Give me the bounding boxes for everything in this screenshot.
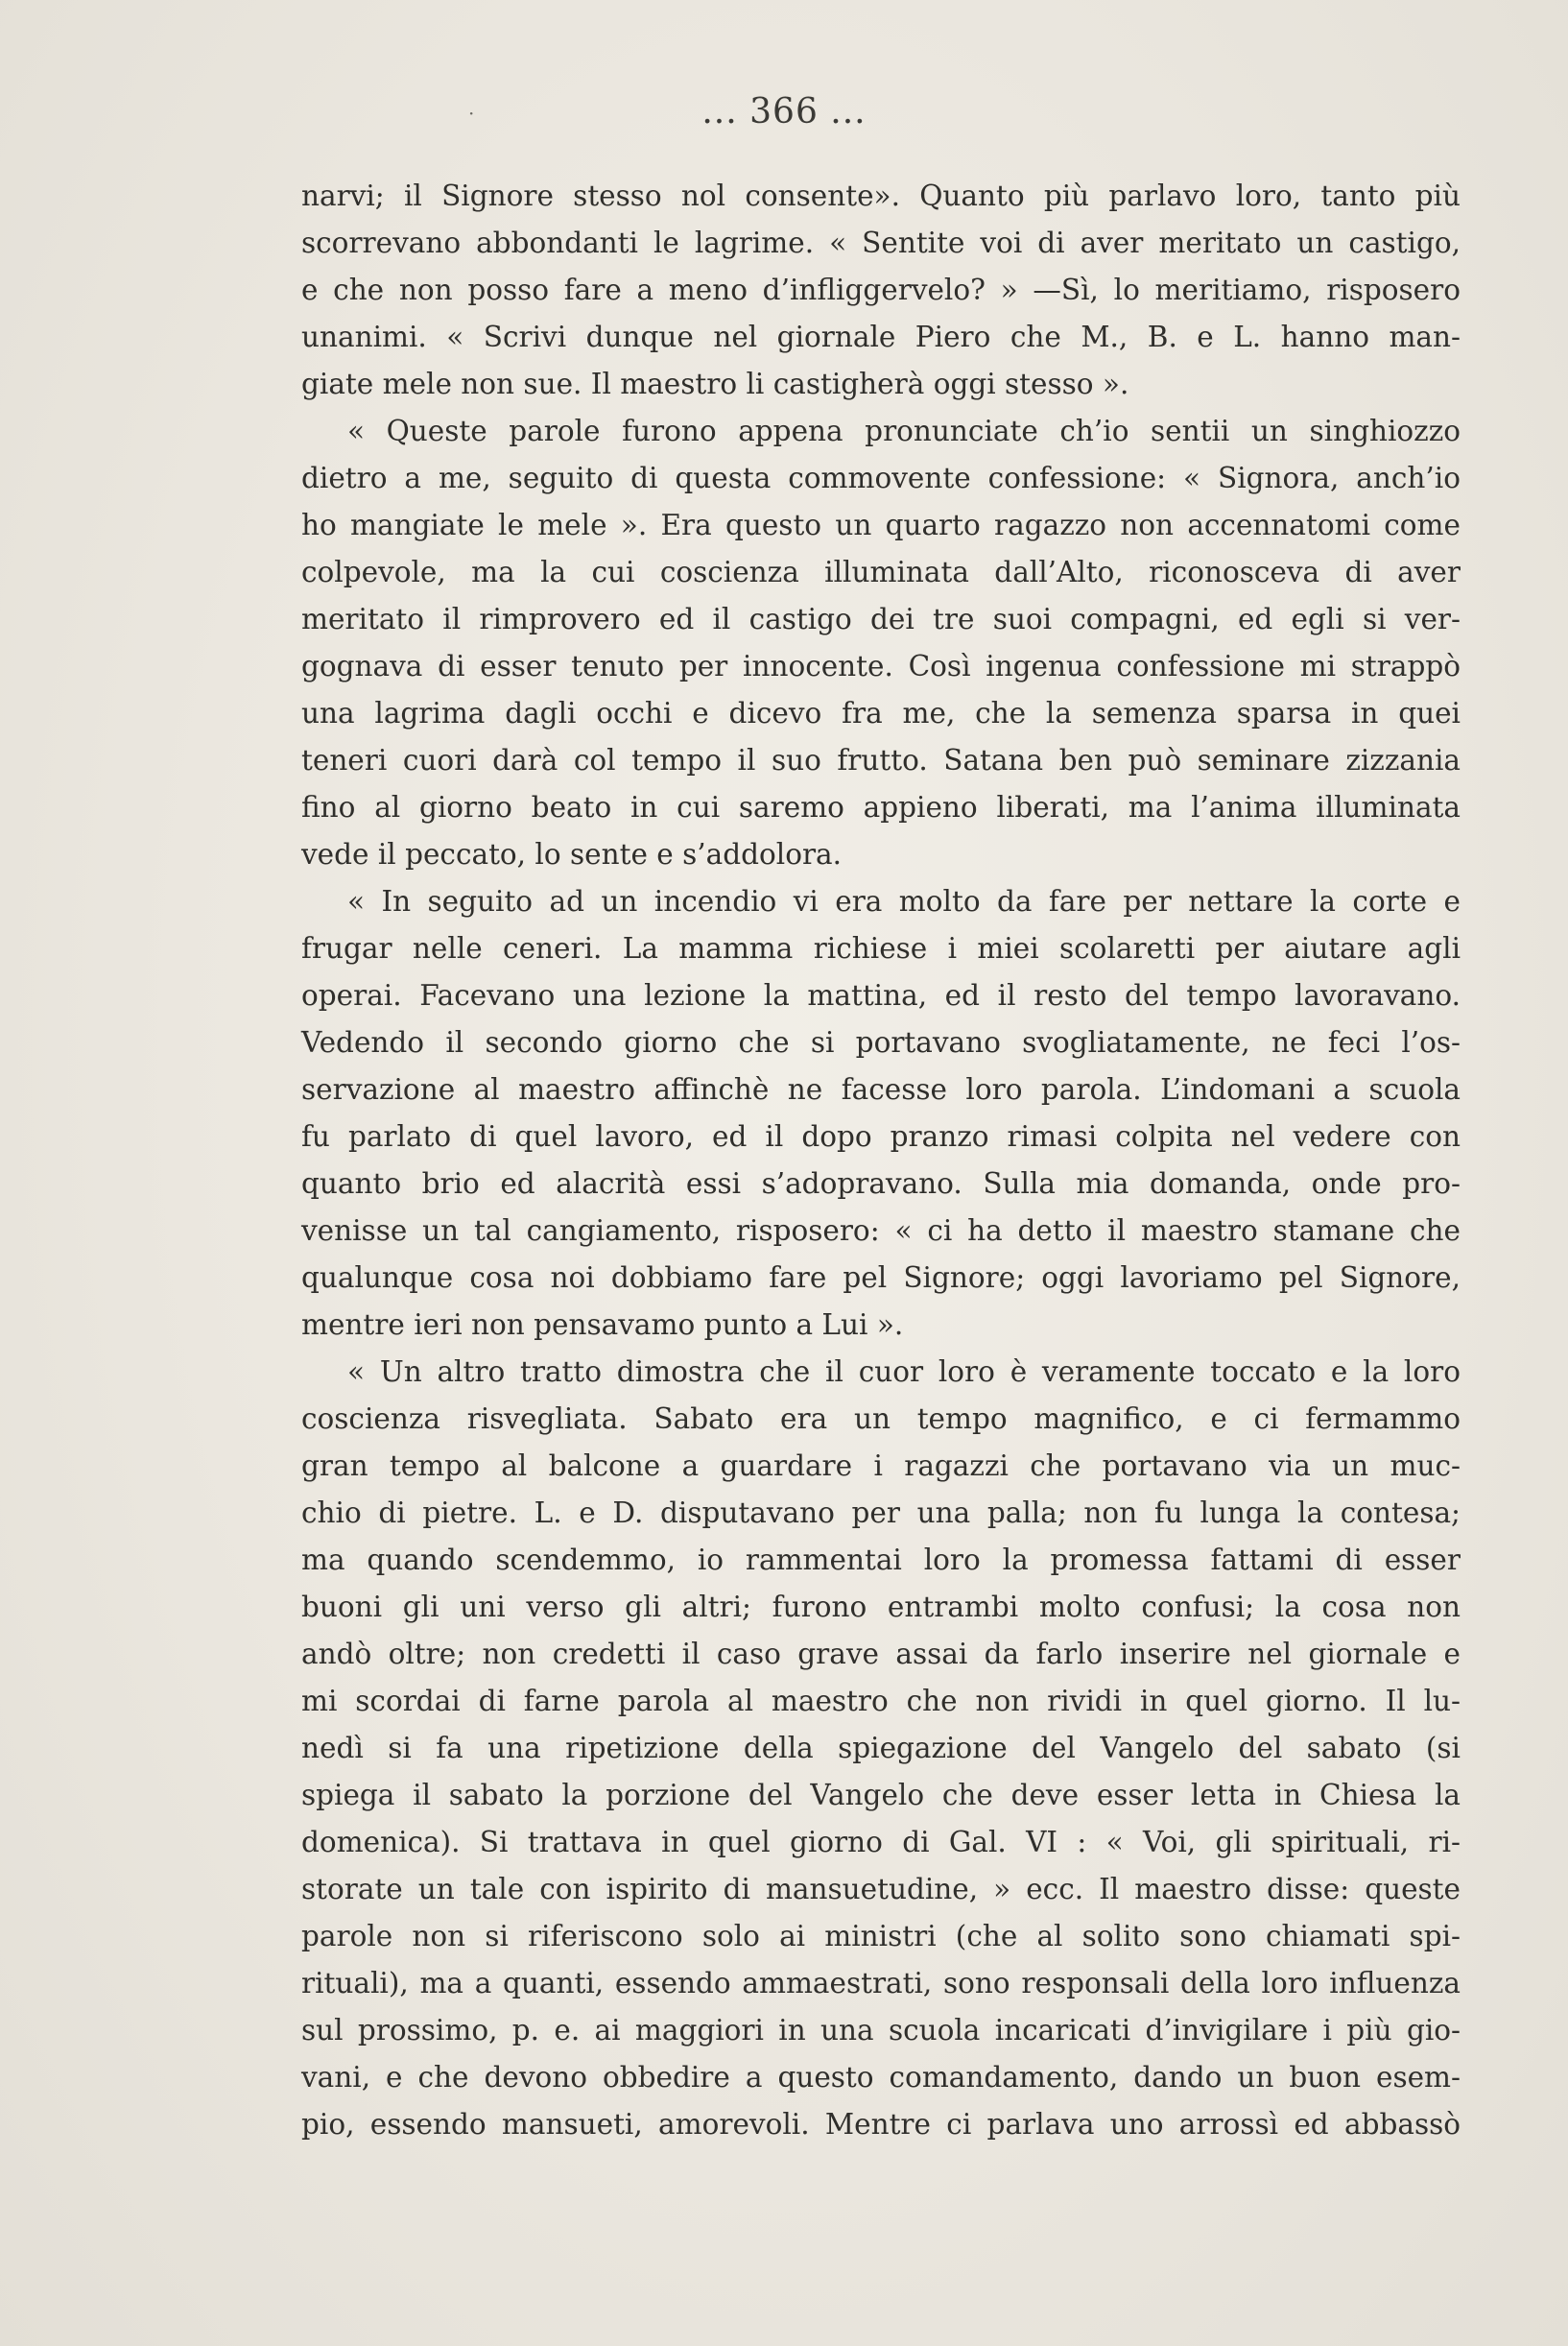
text-line: andò oltre; non credetti il caso grave assai da farlo inserire nel giornale e <box>301 1638 1461 1670</box>
text-line: colpevole, ma la cui coscienza illuminata dall’Alto, riconosceva di aver <box>301 556 1461 588</box>
text-line: quanto brio ed alacrità essi s’adopravano. Sulla mia domanda, onde pro- <box>301 1167 1461 1200</box>
text-line: fino al giorno beato in cui saremo appieno liberati, ma l’anima illuminata <box>301 791 1461 824</box>
text-line: coscienza risvegliata. Sabato era un tempo magnifico, e ci fermammo <box>301 1402 1461 1435</box>
text-line: spiega il sabato la porzione del Vangelo che deve esser letta in Chiesa la <box>301 1779 1461 1811</box>
text-line: parole non si riferiscono solo ai ministri (che al solito sono chiamati spi- <box>301 1920 1461 1952</box>
text-line: gran tempo al balcone a guardare i ragazzi che portavano via un muc- <box>301 1449 1461 1482</box>
body-text <box>301 173 1461 2148</box>
text-line: pio, essendo mansueti, amorevoli. Mentre ci parlava uno arrossì ed abbassò <box>301 2108 1461 2141</box>
text-line: mentre ieri non pensavamo punto a Lui ». <box>301 1308 904 1341</box>
text-line: frugar nelle ceneri. La mamma richiese i miei scolaretti per aiutare agli <box>301 932 1461 965</box>
text-line: meritato il rimprovero ed il castigo dei tre suoi compagni, ed egli si ver- <box>301 603 1461 635</box>
text-line: unanimi. « Scrivi dunque nel giornale Piero che M., B. e L. hanno man- <box>301 321 1461 353</box>
header-mark: · <box>468 102 476 125</box>
text-line: dietro a me, seguito di questa commovente confessione: « Signora, anch’io <box>301 462 1461 494</box>
text-line: e che non posso fare a meno d’infliggervelo? » —Sì, lo meritiamo, risposero <box>301 274 1461 306</box>
text-line: ho mangiate le mele ». Era questo un quarto ragazzo non accennatomi come <box>301 509 1461 541</box>
text-line: domenica). Si trattava in quel giorno di Gal. VI : « Voi, gli spirituali, ri- <box>301 1826 1461 1858</box>
text-line: sul prossimo, p. e. ai maggiori in una scuola incaricati d’invigilare i più gio- <box>301 2014 1461 2047</box>
text-line: Vedendo il secondo giorno che si portavano svogliatamente, ne feci l’os- <box>301 1026 1461 1059</box>
text-line: scorrevano abbondanti le lagrime. « Sentite voi di aver meritato un castigo, <box>301 227 1461 259</box>
text-line: chio di pietre. L. e D. disputavano per una palla; non fu lunga la contesa; <box>301 1496 1461 1529</box>
page-header <box>0 92 1568 132</box>
text-line: mi scordai di farne parola al maestro che non rividi in quel giorno. Il lu- <box>301 1685 1461 1717</box>
text-line: rituali), ma a quanti, essendo ammaestrati, sono responsali della loro influenza <box>301 1967 1461 1999</box>
text-line: teneri cuori darà col tempo il suo frutto. Satana ben può seminare zizzania <box>301 744 1461 777</box>
text-line: servazione al maestro affinchè ne facesse loro parola. L’indomani a scuola <box>301 1073 1461 1106</box>
text-line: « In seguito ad un incendio vi era molto da fare per nettare la corte e <box>347 885 1461 918</box>
page-number: ... 366 ... <box>701 92 867 132</box>
text-line: narvi; il Signore stesso nol consente». Quanto più parlavo loro, tanto più <box>301 180 1461 212</box>
text-line: operai. Facevano una lezione la mattina, ed il resto del tempo lavoravano. <box>301 979 1461 1012</box>
text-line: ma quando scendemmo, io rammentai loro la promessa fattami di esser <box>301 1544 1461 1576</box>
text-line: venisse un tal cangiamento, risposero: « ci ha detto il maestro stamane che <box>301 1214 1461 1247</box>
text-line: storate un tale con ispirito di mansuetudine, » ecc. Il maestro disse: queste <box>301 1873 1461 1905</box>
text-line: nedì si fa una ripetizione della spiegazione del Vangelo del sabato (si <box>301 1732 1461 1764</box>
text-line: giate mele non sue. Il maestro li castigherà oggi stesso ». <box>301 368 1129 400</box>
text-line: una lagrima dagli occhi e dicevo fra me, che la semenza sparsa in quei <box>301 697 1461 730</box>
text-line: « Un altro tratto dimostra che il cuor loro è veramente toccato e la loro <box>347 1355 1461 1388</box>
text-line: vede il peccato, lo sente e s’addolora. <box>301 838 843 871</box>
text-line: buoni gli uni verso gli altri; furono entrambi molto confusi; la cosa non <box>301 1591 1461 1623</box>
text-line: « Queste parole furono appena pronunciate ch’io sentii un singhiozzo <box>347 415 1461 447</box>
text-line: vani, e che devono obbedire a questo comandamento, dando un buon esem- <box>301 2061 1461 2094</box>
text-line: gognava di esser tenuto per innocente. Così ingenua confessione mi strappò <box>301 650 1461 682</box>
text-line: fu parlato di quel lavoro, ed il dopo pranzo rimasi colpita nel vedere con <box>301 1120 1461 1153</box>
text-line: qualunque cosa noi dobbiamo fare pel Signore; oggi lavoriamo pel Signore, <box>301 1261 1461 1294</box>
